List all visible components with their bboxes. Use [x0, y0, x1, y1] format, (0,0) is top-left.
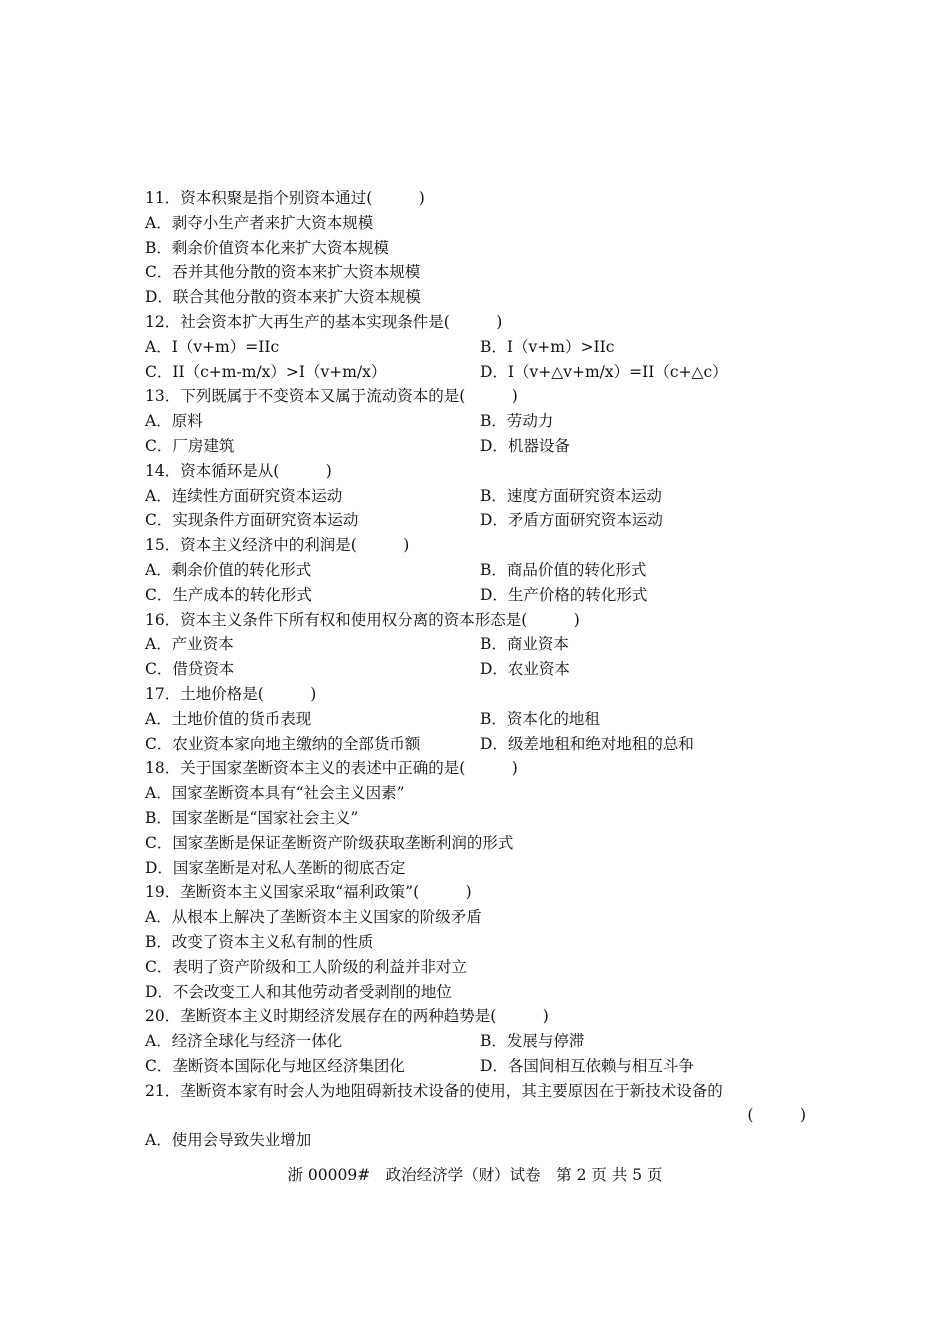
question-13-option-row: [145, 434, 810, 459]
question-13-option-d: D．机器设备: [480, 436, 570, 455]
question-15-option-b: B．商品价值的转化形式: [480, 560, 647, 579]
question-21-answer-paren: ( ): [747, 1106, 806, 1125]
question-17-option-d: D．级差地租和绝对地租的总和: [480, 734, 694, 753]
question-14-option-c: C．实现条件方面研究资本运动: [145, 511, 359, 530]
question-12-option-d: D．I（v+△v+m/x）=II（c+△c）: [480, 362, 728, 381]
question-12-stem: 12．社会资本扩大再生产的基本实现条件是( ): [145, 312, 503, 331]
question-12-option-row: [145, 360, 810, 385]
question-11-option-d: D．联合其他分散的资本来扩大资本规模: [145, 288, 421, 307]
question-12-option-row: [145, 335, 810, 360]
question-18-option-c: C．国家垄断是保证垄断资产阶级获取垄断利润的形式: [145, 833, 514, 852]
question-11-stem: 11．资本积聚是指个别资本通过( ): [145, 189, 425, 207]
question-17-option-row: [145, 707, 810, 732]
question-11-option-c: C．吞并其他分散的资本来扩大资本规模: [145, 263, 421, 282]
question-20-option-row: [145, 1054, 810, 1079]
question-19-option-b: B．改变了资本主义私有制的性质: [145, 932, 374, 951]
question-16-option-row: [145, 657, 810, 682]
question-list: [145, 186, 810, 1153]
question-16-option-b: B．商业资本: [480, 635, 569, 654]
question-15-option-c: C．生产成本的转化形式: [145, 585, 312, 604]
question-17-option-a: A．土地价值的货币表现: [145, 709, 312, 728]
question-13-stem: 13．下列既属于不变资本又属于流动资本的是( ): [145, 387, 518, 406]
question-20-option-row: [145, 1029, 810, 1054]
question-15-option-row: [145, 558, 810, 583]
question-14-stem: 14．资本循环是从( ): [145, 461, 332, 480]
question-18-option-d: D．国家垄断是对私人垄断的彻底否定: [145, 858, 406, 877]
question-15-stem: 15．资本主义经济中的利润是( ): [145, 536, 410, 555]
question-21-option-a: A．使用会导致失业增加: [145, 1131, 312, 1150]
question-12-option-c: C．II（c+m-m/x）>I（v+m/x）: [145, 362, 387, 381]
page-footer: 浙 00009# 政治经济学（财）试卷 第 2 页 共 5 页: [287, 1166, 663, 1184]
question-13-option-c: C．厂房建筑: [145, 436, 235, 455]
generated-questions: [145, 186, 810, 1079]
question-17-stem: 17．土地价格是( ): [145, 684, 317, 703]
question-11-option-b: B．剩余价值资本化来扩大资本规模: [145, 238, 389, 257]
question-14-option-row: [145, 484, 810, 509]
question-21-stem: 21．垄断资本家有时会人为地阻碍新技术设备的使用，其主要原因在于新技术设备的: [145, 1081, 723, 1100]
question-20-option-b: B．发展与停滞: [480, 1032, 585, 1051]
question-16-stem: 16．资本主义条件下所有权和使用权分离的资本形态是( ): [145, 610, 580, 629]
question-19-option-d: D．不会改变工人和其他劳动者受剥削的地位: [145, 982, 452, 1001]
question-15-option-d: D．生产价格的转化形式: [480, 585, 648, 604]
question-16-option-c: C．借贷资本: [145, 660, 235, 679]
question-16-option-row: [145, 632, 810, 657]
question-20-stem: 20．垄断资本主义时期经济发展存在的两种趋势是( ): [145, 1007, 549, 1026]
question-12-option-a: A．I（v+m）=IIc: [145, 337, 280, 356]
question-20-option-d: D．各国间相互依赖与相互斗争: [480, 1056, 694, 1075]
question-19-option-c: C．表明了资产阶级和工人阶级的利益并非对立: [145, 957, 467, 976]
question-20-option-c: C．垄断资本国际化与地区经济集团化: [145, 1056, 405, 1075]
question-15-option-a: A．剩余价值的转化形式: [145, 560, 312, 579]
question-19-option-a: A．从根本上解决了垄断资本主义国家的阶级矛盾: [145, 908, 482, 927]
question-13-option-row: [145, 409, 810, 434]
question-16-option-d: D．农业资本: [480, 660, 570, 679]
question-13-option-b: B．劳动力: [480, 412, 554, 431]
question-18-option-a: A．国家垄断资本具有“社会主义因素”: [145, 784, 405, 803]
question-20-option-a: A．经济全球化与经济一体化: [145, 1032, 343, 1051]
question-11-option-a: A．剥夺小生产者来扩大资本规模: [145, 213, 374, 232]
question-18-stem: 18．关于国家垄断资本主义的表述中正确的是( ): [145, 759, 518, 778]
question-18-option-b: B．国家垄断是“国家社会主义”: [145, 808, 359, 827]
question-15-option-row: [145, 583, 810, 608]
question-19-stem: 19．垄断资本主义国家采取“福利政策”( ): [145, 883, 472, 902]
question-14-option-a: A．连续性方面研究资本运动: [145, 486, 343, 505]
question-14-option-d: D．矛盾方面研究资本运动: [480, 511, 663, 530]
question-16-option-a: A．产业资本: [145, 635, 234, 654]
question-14-option-b: B．速度方面研究资本运动: [480, 486, 662, 505]
question-12-option-b: B．I（v+m）>IIc: [480, 337, 615, 356]
question-17-option-c: C．农业资本家向地主缴纳的全部货币额: [145, 734, 421, 753]
question-14-option-row: [145, 508, 810, 533]
question-17-option-b: B．资本化的地租: [480, 709, 600, 728]
question-13-option-a: A．原料: [145, 412, 203, 431]
question-17-option-row: [145, 732, 810, 757]
